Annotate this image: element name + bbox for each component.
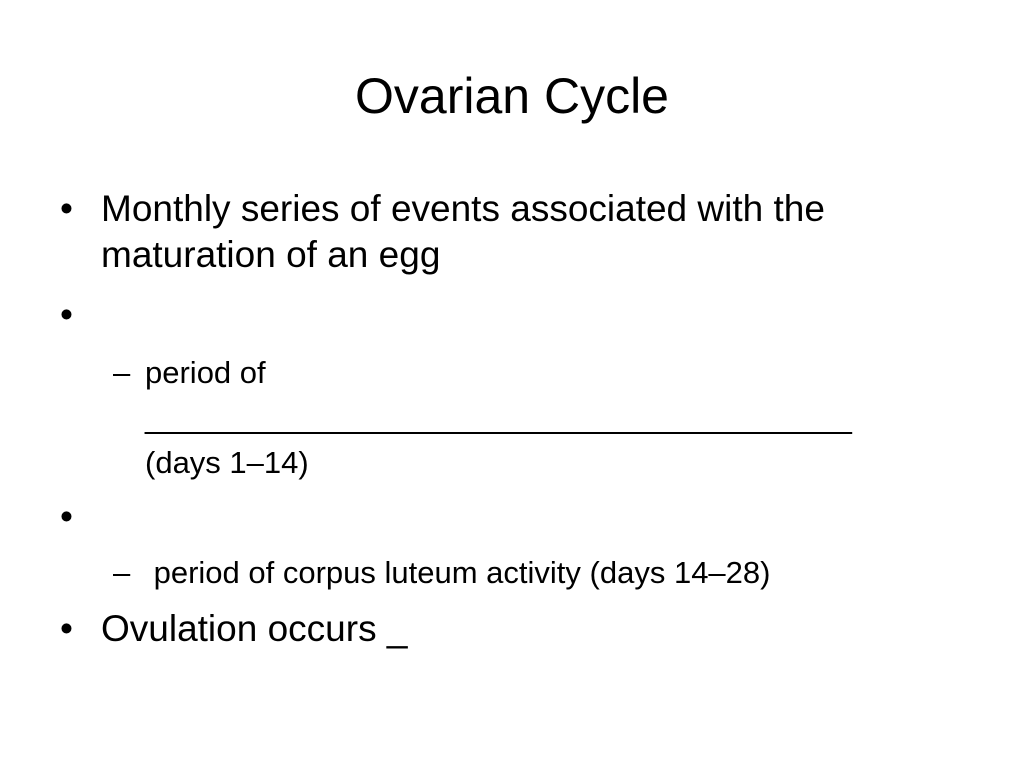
bullet-text-line: Monthly series of events associated with the xyxy=(101,188,825,229)
fill-in-blank-line: _________________________________________ xyxy=(145,400,852,435)
sub-bullet-text xyxy=(145,350,945,485)
slide-title: Ovarian Cycle xyxy=(355,68,669,124)
sub-bullet-text: period of corpus luteum activity (days 14–28) xyxy=(145,555,771,590)
bullet-marker: • xyxy=(60,294,73,335)
bullet-marker: • xyxy=(60,608,73,649)
bullet-marker: • xyxy=(60,188,73,229)
sub-bullet-text-line: period of xyxy=(145,355,266,390)
bullet-text xyxy=(101,186,961,278)
bullet-text: Ovulation occurs _ xyxy=(101,608,408,649)
bullet-marker: • xyxy=(60,496,73,537)
sub-bullet-text-line: (days 1–14) xyxy=(145,445,309,480)
sub-bullet-marker: – xyxy=(113,555,131,590)
bullet-text-line: maturation of an egg xyxy=(101,234,441,275)
sub-bullet-marker: – xyxy=(113,355,131,390)
